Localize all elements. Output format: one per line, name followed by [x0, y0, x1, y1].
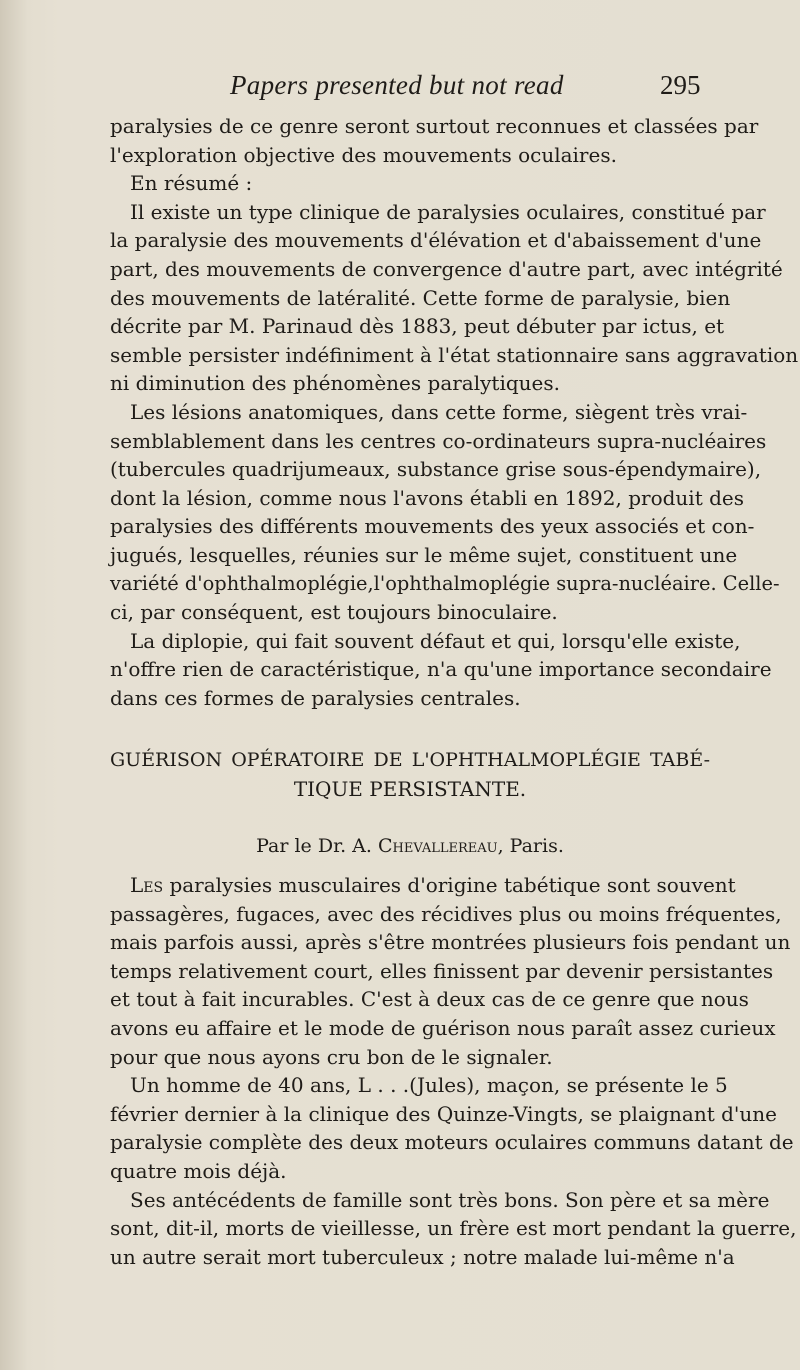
- text-line: Un homme de 40 ans, L . . .(Jules), maçon, se présente le 5: [130, 1073, 728, 1098]
- text-line: jugués, lesquelles, réunies sur le même sujet, constituent une: [110, 542, 738, 567]
- text-line: Les lésions anatomiques, dans cette forme, siègent très vrai-: [130, 399, 748, 424]
- section-2-text: [110, 871, 797, 1271]
- heading-line-1: GUÉRISON OPÉRATOIRE DE L'OPHTHALMOPLÉGIE TABÉ-: [110, 749, 710, 771]
- text-line: ci, par conséquent, est toujours binoculaire.: [110, 600, 558, 625]
- text-line: En résumé :: [130, 171, 253, 196]
- text-line: temps relativement court, elles finissent par devenir persistantes: [110, 958, 774, 983]
- text-line: dans ces formes de paralysies centrales.: [110, 685, 521, 710]
- text-line: sont, dit-il, morts de vieillesse, un frère est mort pendant la guerre,: [110, 1216, 797, 1241]
- text-line: février dernier à la clinique des Quinze-Vingts, se plaignant d'une: [110, 1101, 778, 1126]
- text-line: semble persister indéfiniment à l'état stationnaire sans aggravation: [110, 342, 799, 367]
- section-1-text: [110, 112, 799, 712]
- text-line: paralysie complète des deux moteurs oculaires communs datant de: [110, 1130, 794, 1155]
- text-line: passagères, fugaces, avec des récidives plus ou moins fréquentes,: [110, 901, 782, 926]
- text-line: un autre serait mort tuberculeux ; notre malade lui-même n'a: [110, 1244, 735, 1269]
- text-line: La diplopie, qui fait souvent défaut et qui, lorsqu'elle existe,: [130, 628, 741, 653]
- text-line: Ses antécédents de famille sont très bons. Son père et sa mère: [130, 1187, 770, 1212]
- text-line: pour que nous ayons cru bon de le signaler.: [110, 1044, 553, 1069]
- author-suffix: , Paris.: [497, 835, 564, 857]
- text-line: variété d'ophthalmoplégie,l'ophthalmoplégie supra-nucléaire. Celle-: [110, 571, 780, 595]
- text-line: part, des mouvements de convergence d'autre part, avec intégrité: [110, 256, 783, 281]
- author-name: Chevallereau: [377, 835, 498, 857]
- text-line: ni diminution des phénomènes paralytiques.: [110, 371, 560, 396]
- text-line: paralysies des différents mouvements des yeux associés et con-: [110, 514, 755, 539]
- text-line: l'exploration objective des mouvements oculaires.: [110, 142, 617, 167]
- page-header: [0, 70, 800, 110]
- text-line: Il existe un type clinique de paralysies oculaires, constitué par: [130, 199, 766, 224]
- page-number: 295: [660, 70, 701, 100]
- text-line: et tout à fait incurables. C'est à deux cas de ce genre que nous: [110, 987, 749, 1012]
- text-line: n'offre rien de caractéristique, n'a qu'une importance secondaire: [110, 657, 772, 682]
- author-prefix: Par le Dr. A.: [256, 835, 378, 857]
- running-title: Papers presented but not read: [230, 70, 564, 100]
- author-line: [110, 832, 710, 860]
- text-line: dont la lésion, comme nous l'avons établi en 1892, produit des: [110, 485, 744, 510]
- first-word: Les: [130, 873, 164, 897]
- text-line: [110, 871, 736, 900]
- text-line: mais parfois aussi, après s'être montrées plusieurs fois pendant un: [110, 930, 791, 955]
- article-heading: [110, 746, 710, 803]
- text-line-rest: paralysies musculaires d'origine tabétique sont souvent: [163, 873, 736, 897]
- text-line: avons eu affaire et le mode de guérison nous paraît assez curieux: [110, 1015, 776, 1040]
- text-line: des mouvements de latéralité. Cette forme de paralysie, bien: [110, 285, 731, 310]
- text-line: paralysies de ce genre seront surtout reconnues et classées par: [110, 114, 759, 138]
- text-line: (tubercules quadrijumeaux, substance grise sous-épendymaire),: [110, 457, 762, 482]
- text-line: semblablement dans les centres co-ordinateurs supra-nucléaires: [110, 428, 767, 453]
- heading-line-2: TIQUE PERSISTANTE.: [293, 776, 527, 801]
- text-line: décrite par M. Parinaud dès 1883, peut débuter par ictus, et: [110, 314, 725, 339]
- text-line: quatre mois déjà.: [110, 1158, 287, 1183]
- text-line: la paralysie des mouvements d'élévation et d'abaissement d'une: [110, 228, 762, 253]
